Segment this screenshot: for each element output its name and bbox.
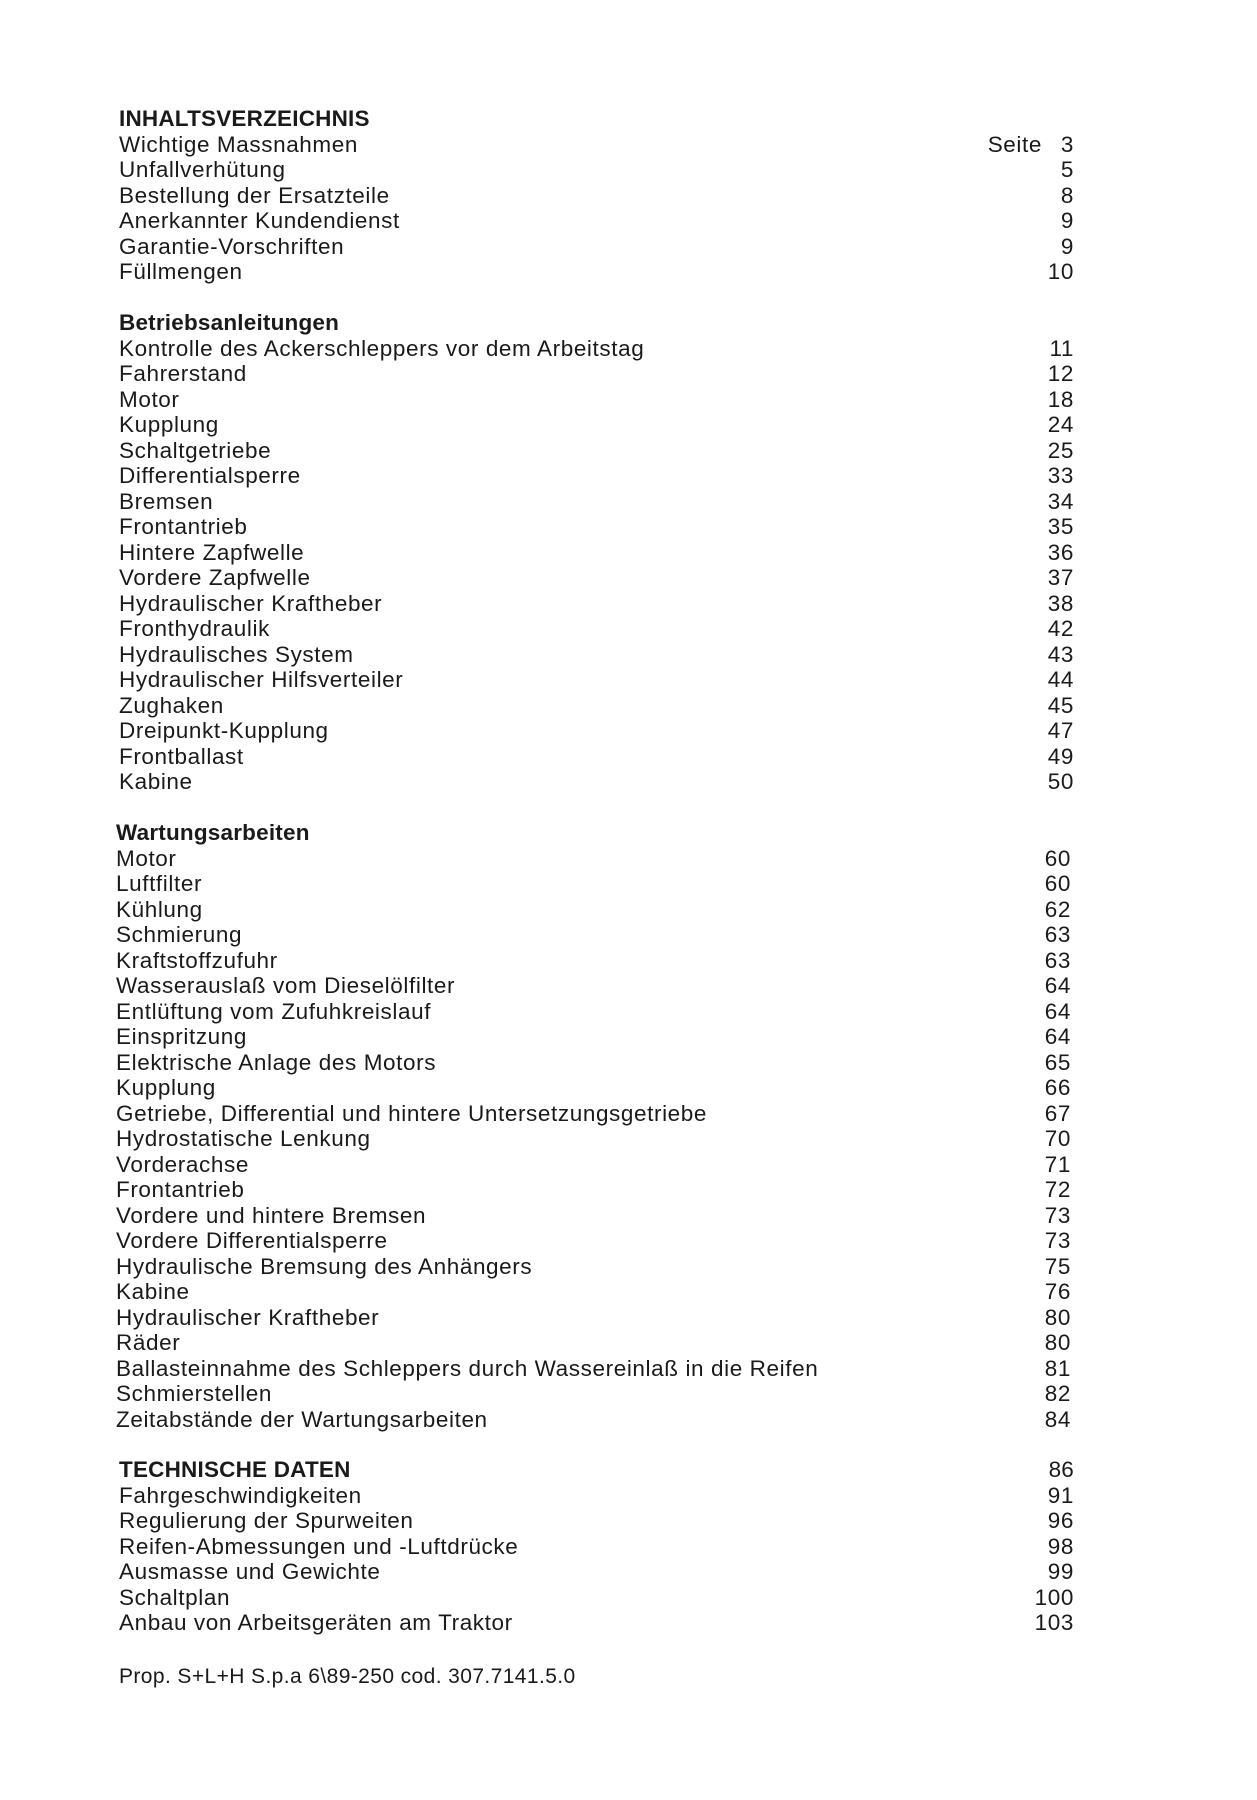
toc-page-number: 64 [1044,973,1071,998]
toc-entry-label: Kabine [119,769,193,794]
toc-page-number: 71 [1044,1151,1071,1177]
toc-entry [119,718,1074,744]
toc-entry [119,438,1074,464]
toc-entry [116,1407,1071,1433]
toc-entry [119,132,1074,158]
toc-page-number: 81 [1044,1355,1071,1381]
toc-entry [119,616,1074,642]
toc-entry-label: Wichtige Massnahmen [119,131,358,157]
toc-entry [119,514,1074,540]
toc-entry-label: Entlüftung vom Zufuhkreislauf [116,998,432,1024]
toc-page-number: 73 [1044,1202,1071,1228]
toc-page-number: 73 [1044,1228,1071,1253]
toc-entry [119,1508,1074,1534]
toc-entry-label: Anbau von Arbeitsgeräten am Traktor [119,1610,513,1635]
toc-entry [119,361,1074,387]
toc-page-number: 70 [1044,1126,1071,1151]
toc-page-number: 10 [1047,259,1074,284]
toc-entry-label: Bestellung der Ersatzteile [119,182,390,208]
toc-entry-label: Getriebe, Differential und hintere Untersetzungsgetriebe [116,1100,708,1126]
section-heading [116,820,1071,846]
toc-page-number: 12 [1047,361,1074,386]
toc-page-number: 60 [1044,845,1071,871]
section-heading-label: Betriebsanleitungen [119,310,340,335]
toc-entry [119,642,1074,668]
toc-entry-label: Reifen-Abmessungen und -Luftdrücke [119,1533,519,1559]
toc-page-number: 63 [1044,922,1071,947]
section-heading [119,310,1074,336]
section-heading [119,106,1074,132]
toc-entry [116,1254,1071,1280]
toc-entry-label: Zeitabstände der Wartungsarbeiten [116,1406,488,1432]
toc-page-number: 42 [1047,616,1074,641]
toc-entry-label: Luftfilter [116,871,203,896]
toc-page-number: 36 [1047,539,1074,565]
toc-entry [116,1203,1071,1229]
toc-entry [119,693,1074,719]
toc-entry [119,463,1074,489]
toc-entry [119,387,1074,413]
toc-entry [116,1126,1071,1152]
toc-entry [116,973,1071,999]
toc-page-number: 84 [1044,1406,1071,1432]
toc-entry-label: Hydraulische Bremsung des Anhängers [116,1253,533,1279]
toc-entry-label: Fahrerstand [119,361,247,386]
toc-entry [116,1381,1071,1407]
toc-entry-label: Vordere Zapfwelle [119,565,311,590]
toc-page-number: 35 [1047,514,1074,539]
toc-page-number: 98 [1047,1533,1074,1559]
toc-entry [116,1330,1071,1356]
toc-page-number: 9 [1060,208,1074,233]
toc-entry [116,1279,1071,1305]
toc-page-number: 3 [1060,131,1074,157]
section-wartungsarbeiten [116,820,1071,1432]
toc-page-number: 5 [1060,157,1074,182]
toc-page-number: 100 [1034,1584,1074,1610]
toc-entry [116,1356,1071,1382]
toc-entry-label: Hydraulischer Hilfsverteiler [119,667,404,692]
toc-page-number: 44 [1047,667,1074,692]
toc-page-number: 99 [1047,1559,1074,1584]
toc-page-number: 75 [1044,1253,1071,1279]
toc-entry [119,540,1074,566]
toc-entry [119,489,1074,515]
toc-entry [119,336,1074,362]
toc-page-number: 49 [1047,743,1074,769]
toc-entry [116,1075,1071,1101]
toc-entry [119,183,1074,209]
toc-entry [119,744,1074,770]
toc-entry [119,157,1074,183]
toc-page-number: 24 [1047,412,1074,437]
toc-entry [119,259,1074,285]
toc-entry [116,871,1071,897]
toc-entry [116,1152,1071,1178]
section-heading-label: Wartungsarbeiten [116,820,310,845]
toc-page-number: 63 [1044,947,1071,973]
toc-entry-label: Wasserauslaß vom Dieselölfilter [116,973,456,998]
toc-entry [119,208,1074,234]
toc-page-number: 64 [1044,1024,1071,1049]
toc-entry-label: Räder [116,1330,181,1355]
toc-entry [119,1585,1074,1611]
toc-entry-label: Kraftstoffzufuhr [116,947,278,973]
toc-page-number: 33 [1047,463,1074,488]
toc-entry-label: Bremsen [119,488,214,514]
toc-page-number: 72 [1044,1177,1071,1202]
toc-entry-label: Vordere und hintere Bremsen [116,1202,427,1228]
toc-page-number: 76 [1044,1279,1071,1304]
toc-entry [119,1559,1074,1585]
toc-entry-label: Hydraulisches System [119,641,354,667]
toc-page-number: 8 [1060,182,1074,208]
toc-entry-label: Kupplung [116,1075,216,1100]
toc-entry [116,1228,1071,1254]
toc-entry-label: Regulierung der Spurweiten [119,1508,414,1533]
toc-entry [116,1177,1071,1203]
toc-entry-label: Hydrostatische Lenkung [116,1126,371,1151]
toc-page-number: 64 [1044,998,1071,1024]
toc-page-number: 9 [1060,233,1074,259]
toc-entry-label: Schaltgetriebe [119,437,272,463]
toc-entry [116,1050,1071,1076]
toc-page-number: 25 [1047,437,1074,463]
toc-entry-label: Anerkannter Kundendienst [119,208,400,233]
toc-entry-label: Hydraulischer Kraftheber [116,1304,380,1330]
toc-entry [116,1024,1071,1050]
section-heading-label: TECHNISCHE DATEN [119,1457,351,1482]
toc-entry-label: Motor [116,845,177,871]
toc-page-number: 47 [1047,718,1074,743]
toc-entry-label: Ballasteinnahme des Schleppers durch Wassereinlaß in die Reifen [116,1355,819,1381]
section-betriebsanleitungen [119,310,1074,795]
toc-entry-label: Elektrische Anlage des Motors [116,1049,437,1075]
toc-entry-label: Garantie-Vorschriften [119,233,345,259]
toc-page-number: 18 [1047,386,1074,412]
toc-page-number: 80 [1044,1330,1071,1355]
toc-entry [119,234,1074,260]
toc-entry-label: Frontballast [119,743,244,769]
section-inhaltsverzeichnis [119,106,1074,285]
toc-entry-label: Dreipunkt-Kupplung [119,718,329,743]
toc-entry [119,1610,1074,1636]
toc-entry-label: Hydraulischer Kraftheber [119,590,383,616]
toc-entry [116,846,1071,872]
toc-page-number: 62 [1044,896,1071,922]
toc-entry-label: Hintere Zapfwelle [119,539,305,565]
toc-entry [119,565,1074,591]
toc-page-number: 82 [1044,1381,1071,1406]
toc-page-number: 66 [1044,1075,1071,1100]
toc-entry-label: Füllmengen [119,259,243,284]
toc-entry [116,999,1071,1025]
toc-entry-label: Fahrgeschwindigkeiten [119,1482,362,1508]
toc-entry [119,412,1074,438]
toc-entry [119,1483,1074,1509]
toc-entry-label: Fronthydraulik [119,616,270,641]
toc-entry [116,897,1071,923]
toc-page-number: 11 [1049,335,1074,361]
toc-entry [116,1305,1071,1331]
toc-entry-label: Schmierstellen [116,1381,272,1406]
section-heading-page-number: 86 [1048,1457,1074,1482]
toc-entry-label: Zughaken [119,692,224,718]
toc-entry [119,591,1074,617]
toc-entry-label: Schmierung [116,922,243,947]
toc-page-number: 80 [1044,1304,1071,1330]
toc-entry [116,948,1071,974]
section-heading [119,1457,1074,1483]
toc-page-number: 60 [1044,871,1071,896]
toc-entry-label: Frontantrieb [116,1177,245,1202]
toc-entry [119,769,1074,795]
toc-page-number: 96 [1047,1508,1074,1533]
toc-entry-label: Kühlung [116,896,203,922]
toc-page-number: 67 [1044,1100,1071,1126]
toc-entry-label: Differentialsperre [119,463,301,488]
toc-page-number: 43 [1047,641,1074,667]
section-technische-daten [119,1457,1074,1636]
toc-entry [119,1534,1074,1560]
toc-entry-label: Frontantrieb [119,514,248,539]
toc-entry [119,667,1074,693]
toc-entry-label: Schaltplan [119,1584,231,1610]
toc-entry-label: Vordere Differentialsperre [116,1228,388,1253]
page-prefix-label: Seite [987,131,1042,157]
toc-entry-label: Vorderachse [116,1151,249,1177]
toc-entry-label: Kabine [116,1279,190,1304]
toc-page-number: 50 [1047,769,1074,794]
toc-page-number: 38 [1047,590,1074,616]
footer-imprint: Prop. S+L+H S.p.a 6\89-250 cod. 307.7141.5.0 [119,1665,576,1688]
toc-entry-label: Kontrolle des Ackerschleppers vor dem Arbeitstag [119,335,645,361]
toc-page-number: 37 [1047,565,1074,590]
toc-entry-label: Einspritzung [116,1024,248,1049]
toc-page-number: 34 [1047,488,1074,514]
toc-page-number: 103 [1034,1610,1074,1635]
section-heading-label: INHALTSVERZEICHNIS [119,106,370,131]
toc-entry-label: Kupplung [119,412,219,437]
toc-entry-label: Motor [119,386,180,412]
toc-entry-label: Unfallverhütung [119,157,286,182]
toc-entry [116,1101,1071,1127]
toc-entry [116,922,1071,948]
toc-page-number: 65 [1044,1049,1071,1075]
toc-page-number: 91 [1047,1482,1074,1508]
toc-entry-label: Ausmasse und Gewichte [119,1559,381,1584]
toc-page-number: 45 [1047,692,1074,718]
